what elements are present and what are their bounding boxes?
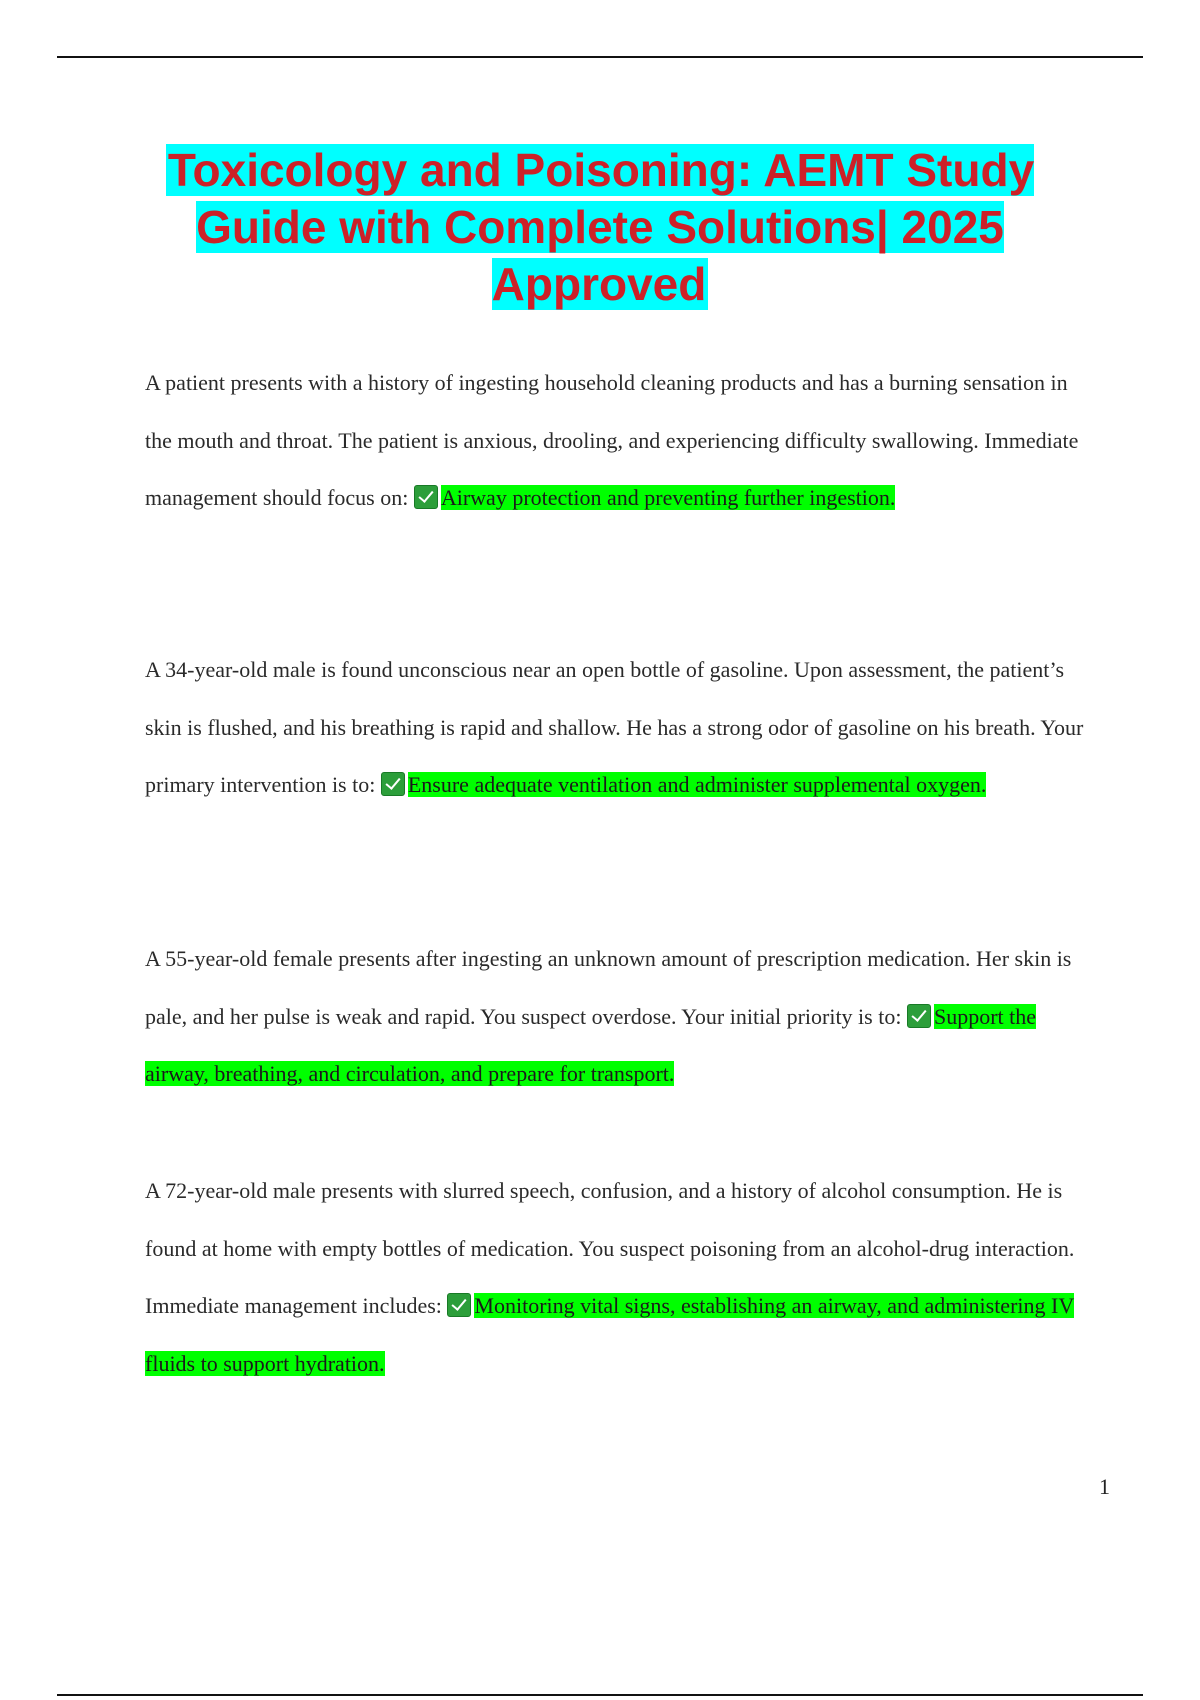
question-text-3: A 55-year-old female presents after ingesting an unknown amount of prescription medication. Her skin is pale, and her pulse is weak and rapid. You suspect overdose. Your initial priority is to: [145,946,1072,1029]
page-title-text: Toxicology and Poisoning: AEMT Study Guide with Complete Solutions| 2025 Approved [167,144,1035,310]
page-number: 1 [1099,1474,1110,1499]
answer-text-4: Monitoring vital signs, establishing an airway, and administering IV fluids to support hydration. [145,1293,1075,1376]
check-mark-icon [907,1004,931,1028]
check-mark-icon [414,485,438,509]
question-block-4 [145,1162,1095,1392]
question-text-4: A 72-year-old male presents with slurred speech, confusion, and a history of alcohol consumption. He is found at home with empty bottles of medication. You suspect poisoning from an alcohol-drug interaction. Immediate management includes: [145,1178,1075,1318]
question-block-3 [145,930,1095,1103]
footer-rule [57,1694,1143,1696]
answer-text-2: Ensure adequate ventilation and administer supplemental oxygen. [407,772,987,797]
answer-text-1: Airway protection and preventing further ingestion. [440,485,896,510]
question-text-2: A 34-year-old male is found unconscious near an open bottle of gasoline. Upon assessment, the patient’s skin is flushed, and his breathing is rapid and shallow. He has a strong odor of gasoline on his breath. Your primary intervention is to: [145,657,1084,797]
question-block-1 [145,354,1095,527]
question-block-2 [145,641,1095,814]
page-title [130,142,1070,313]
header-rule [57,56,1143,58]
question-text-1: A patient presents with a history of ingesting household cleaning products and has a burning sensation in the mouth and throat. The patient is anxious, drooling, and experiencing difficulty swallowing. Immediate management should focus on: [145,370,1079,510]
answer-text-3: Support the airway, breathing, and circulation, and prepare for transport. [145,1003,1037,1086]
check-mark-icon [381,772,405,796]
check-mark-icon [447,1293,471,1317]
